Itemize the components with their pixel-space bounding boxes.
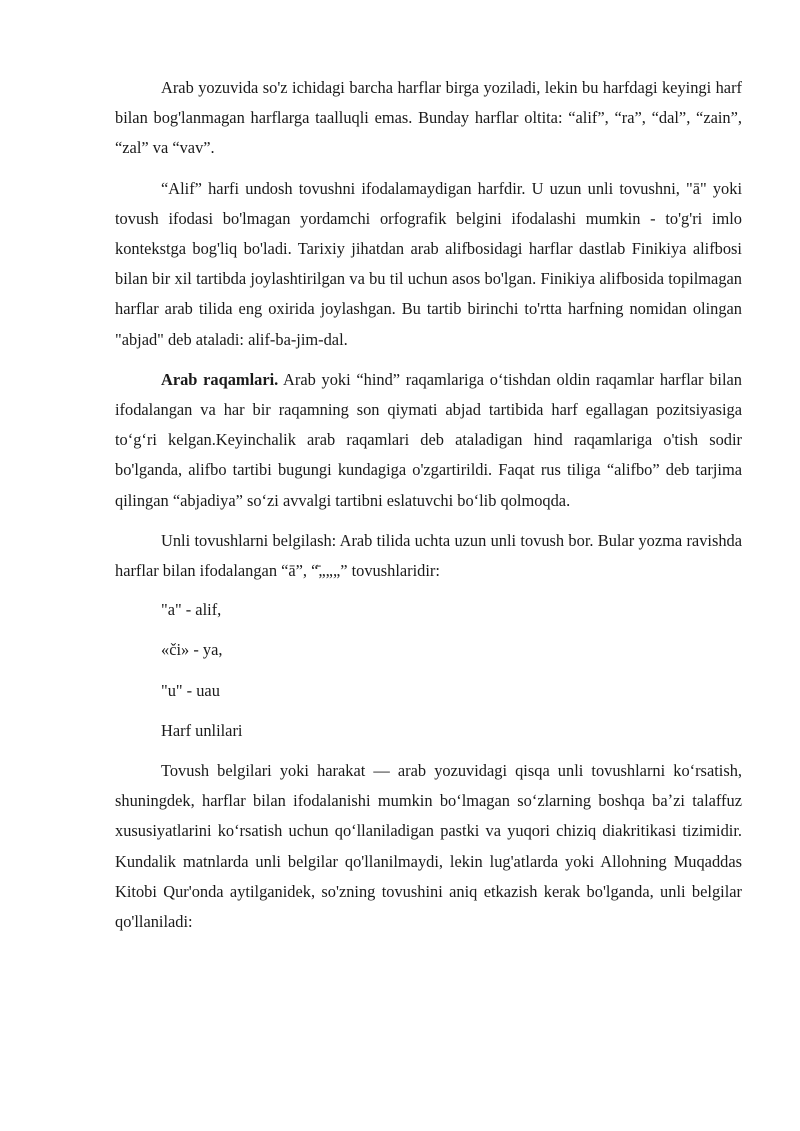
paragraph-vowels: Unli tovushlarni belgilash: Arab tilida uchta uzun unli tovush bor. Bular yozma ravishda harflar bilan ifodalangan “ā”, “̄„„„” tovushlaridir: xyxy=(115,530,742,581)
vowel-line-u: "u" - uau xyxy=(161,680,220,700)
paragraph-writing-rules: Arab yozuvida so'z ichidagi barcha harflar birga yoziladi, lekin bu harfdagi keyingi harf bilan bog'lanmagan harflarga taalluqli emas. Bunday harflar oltita: “alif”, “ra”, “dal”, “zain”, “zal” va “vav”. xyxy=(115,78,742,158)
paragraph-alif: “Alif” harfi undosh tovushni ifodalamaydigan harfdir. U uzun unli tovushni, "ā" yoki tovush ifodasi bo'lmagan yordamchi orfografik belgini ifodalashi mumkin - to'g'ri imlo kontekstga bog'liq bo'ladi. Tarixiy jihatdan arab alifbosidagi harflar dastlab Finikiya alifbosi bilan bir xil tartibda joylashtirilgan va bu til uchun asos bo'lgan. Finikiya alifbosida topilmagan harflar arab tilida eng oxirida joylashgan. Bu tartib birinchi to'rtta harfning nomidan olingan "abjad" deb ataladi: alif-ba-jim-dal. xyxy=(115,178,742,349)
paragraph-diacritics: Tovush belgilari yoki harakat — arab yozuvidagi qisqa unli tovushlarni koʻrsatish, shuningdek, harflar bilan ifodalanishi mumkin boʻlmagan soʻzlarning boshqa baʼzi talaffuz xususiyatlarini koʻrsatish uchun qoʻllaniladigan pastki va yuqori chiziq diakritikasi tizimidir. Kundalik matnlarda unli belgilar qo'llanilmaydi, lekin lug'atlarda yoki Allohning Muqaddas Kitobi Qur'onda aytilganidek, so'zning tovushini aniq etkazish kerak bo'lganda, unli belgilar qo'llaniladi: xyxy=(115,761,742,932)
vowel-line-a: "a" - alif, xyxy=(161,600,222,620)
vowel-line-ya: «či» - ya, xyxy=(161,640,223,660)
harf-unlilari-line: Harf unlilari xyxy=(161,720,243,740)
document-page xyxy=(115,73,742,947)
paragraph-arab-numerals xyxy=(115,365,742,516)
arab-numerals-heading: Arab raqamlari. xyxy=(161,369,279,389)
arab-numerals-body: Arab yoki “hind” raqamlariga oʻtishdan oldin raqamlar harflar bilan ifodalangan va har bir raqamning son qiymati abjad tartibida harf egallagan pozitsiyasiga toʻgʻri kelgan.Keyinchalik arab raqamlari deb ataladigan hind raqamlariga o'tish sodir bo'lganda, alifbo tartibi bugungi kundagiga o'zgartirildi. Faqat rus tiliga “alifbo” deb tarjima qilingan “abjadiya” soʻzi avvalgi tartibni eslatuvchi boʻlib qolmoqda. xyxy=(115,369,742,510)
